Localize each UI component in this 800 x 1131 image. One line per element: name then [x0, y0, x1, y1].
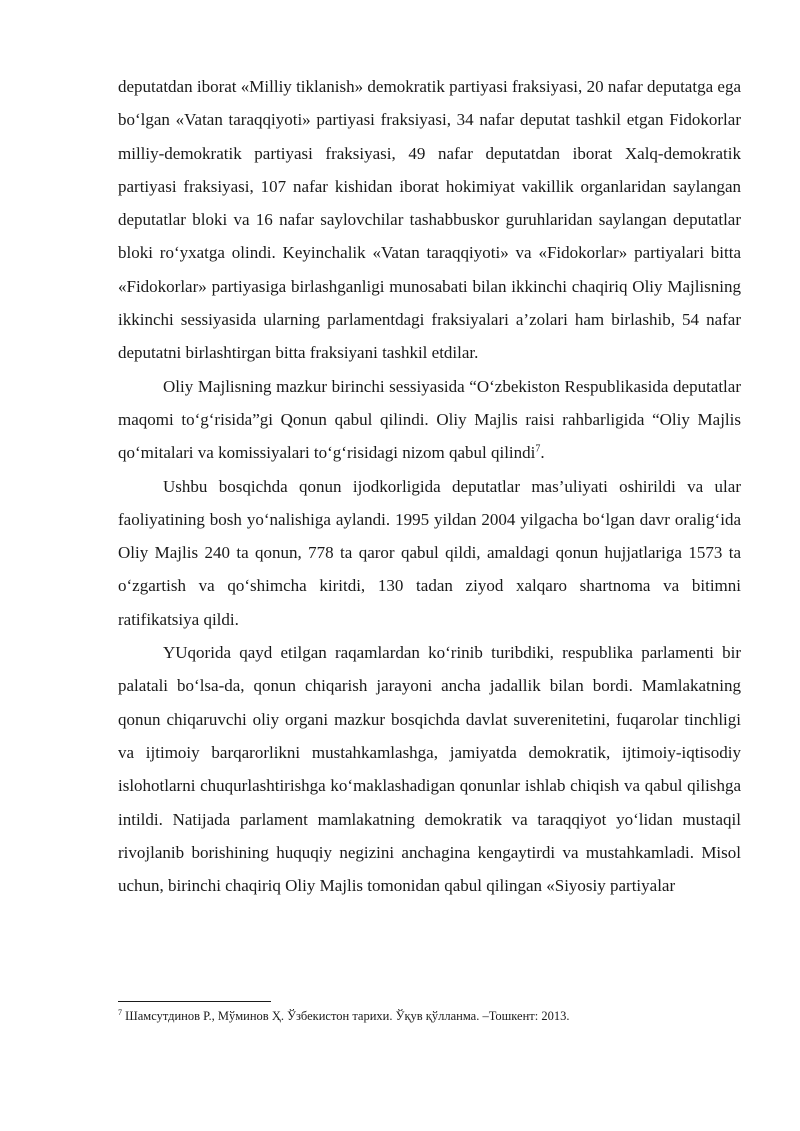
footnote-divider	[118, 1001, 271, 1002]
footnote-text: Шамсутдинов Р., Мўминов Ҳ. Ўзбекистон тарихи. Ўқув қўлланма. –Тошкент: 2013.	[122, 1009, 570, 1023]
paragraph-parliament-analysis: YUqorida qayd etilgan raqamlardan ko‘rinib turibdiki, respublika parlamenti bir palatali bo‘lsa-da, qonun chiqarish jarayoni ancha jadallik bilan bordi. Mamlakatning qonun chiqaruvchi oliy organi mazkur bosqichda davlat suverenitetini, fuqarolar tinchligi va ijtimoiy barqarorlikni mustahkamlashga, jamiyatda demokratik, ijtimoiy-iqtisodiy islohotlarni chuqurlashtirishga ko‘maklashadigan qonunlar ishlab chiqish va qabul qilishga intildi. Natijada parlament mamlakatning demokratik va taraqqiyot yo‘lidan mustaqil rivojlanib borishining huquqiy negizini anchagina kengaytirdi va mustahkamladi. Misol uchun, birinchi chaqiriq Oliy Majlis tomonidan qabul qilingan «Siyosiy partiyalar	[118, 643, 741, 896]
paragraph-oliy-majlis-session	[118, 370, 741, 470]
paragraph-law-statistics: Ushbu bosqichda qonun ijodkorligida deputatlar mas’uliyati oshirildi va ular faoliyatining bosh yo‘nalishiga aylandi. 1995 yildan 2004 yilgacha bo‘lgan davr oralig‘ida Oliy Majlis 240 ta qonun, 778 ta qaror qabul qildi, amaldagi qonun hujjatlariga 1573 ta o‘zgartish va qo‘shimcha kiritdi, 130 tadan ziyod xalqaro shartnoma va bitimni ratifikatsiya qildi.	[118, 476, 741, 629]
document-body	[118, 70, 741, 902]
footnote-reference[interactable]: 7	[535, 443, 541, 455]
paragraph-text: Oliy Majlisning mazkur birinchi sessiyasida “O‘zbekiston Respublikasida deputatlar maqomi to‘g‘risida”gi Qonun qabul qilindi. Oliy Majlis raisi rahbarligida “Oliy Majlis qo‘mitalari va komissiyalari to‘g‘risidagi nizom qabul qilindi	[118, 376, 741, 463]
paragraph-tail: .	[540, 443, 545, 463]
paragraph-continuation: deputatdan iborat «Milliy tiklanish» demokratik partiyasi fraksiyasi, 20 nafar deputatga ega bo‘lgan «Vatan taraqqiyoti» partiyasi fraksiyasi, 34 nafar deputat tashkil etgan Fidokorlar milliy-demokratik partiyasi fraksiyasi, 49 nafar deputatdan iborat Xalq-demokratik partiyasi fraksiyasi, 107 nafar kishidan iborat hokimiyat vakillik organlaridan saylangan deputatlar bloki va 16 nafar saylovchilar tashabbuskor guruhlaridan saylangan deputatlar bloki ro‘yxatga olindi. Keyinchalik «Vatan taraqqiyoti» va «Fidokorlar» partiyalari bitta «Fidokorlar» partiyasiga birlashganligi munosabati bilan ikkinchi chaqiriq Oliy Majlisning ikkinchi sessiyasida ularning parlamentdagi fraksiyalari a’zolari ham birlashib, 54 nafar deputatni birlashtirgan bitta fraksiyani tashkil etdilar.	[118, 77, 741, 363]
footnote-number: 7	[118, 1007, 122, 1017]
footnote	[118, 1007, 741, 1025]
